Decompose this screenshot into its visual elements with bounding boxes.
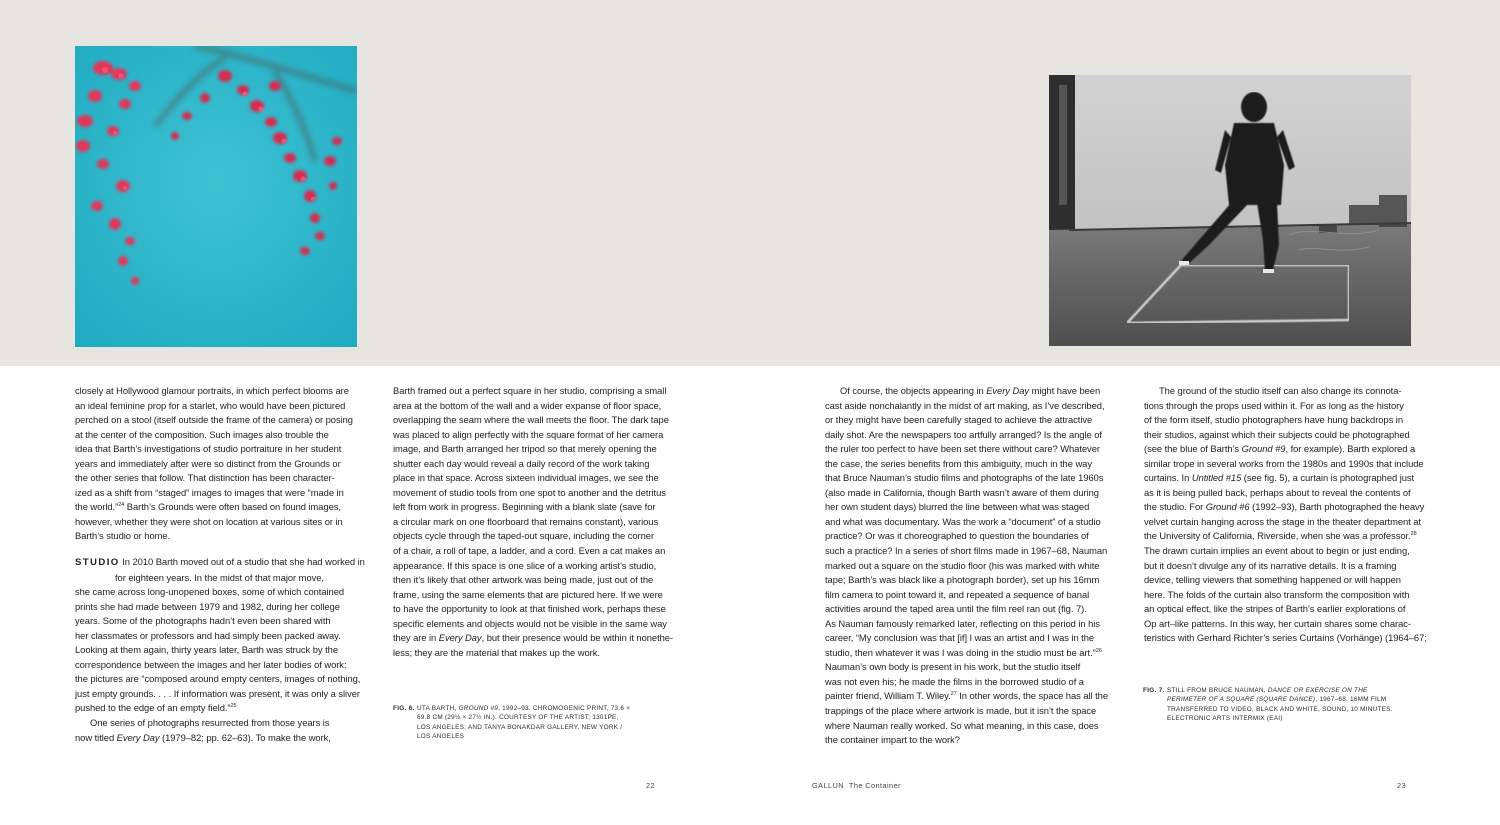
text-line xyxy=(1144,471,1434,486)
text-line: the ruler too perfect to have been set there without care? Whatever xyxy=(825,443,1100,455)
left-column-1 xyxy=(75,384,365,745)
text-line: activities around the taped area until the film reel ran out (fig. 7). xyxy=(825,603,1087,615)
text-run: (see the blue of Barth’s xyxy=(1144,443,1242,455)
running-head xyxy=(812,781,901,790)
text-run: studio, then whatever it was I was doing in the studio must be art.” xyxy=(825,646,1096,658)
text-line: for eighteen years. In the midst of that major move, xyxy=(115,571,324,583)
text-line xyxy=(1144,529,1434,544)
left-column-2 xyxy=(393,384,683,660)
text-line: similar trope in several works from the 1980s and 1990s that include xyxy=(1144,457,1424,469)
running-head-title: The Container xyxy=(848,781,901,790)
text-line: device, telling viewers that something happened or will happen xyxy=(1144,574,1401,586)
work-title: GROUND #9 xyxy=(458,705,499,712)
text-line: Barth’s studio or home. xyxy=(75,530,171,542)
text-run: In other words, the space has all the xyxy=(956,690,1108,702)
text-line: the pictures are “composed around empty centers, images of nothing, xyxy=(75,673,361,685)
page-number-left: 22 xyxy=(646,781,656,790)
right-column-2 xyxy=(1144,384,1434,646)
work-title: Every Day xyxy=(116,731,160,743)
caption-text xyxy=(417,704,653,742)
text-run: , for example). Barth explored a xyxy=(1285,443,1416,455)
text-run: the studio. For xyxy=(1144,501,1206,513)
running-head-author: GALLUN xyxy=(812,781,844,790)
text-line: Op art–like patterns. In this way, her curtain shares some charac- xyxy=(1144,617,1411,629)
text-line: perched on a stool (itself outside the frame of the camera) or posing xyxy=(75,414,353,426)
text-line: The drawn curtain implies an event about to begin or just ending, xyxy=(1144,545,1410,557)
text-line: and what was documentary. Was the work a “document” of a studio xyxy=(825,515,1101,527)
caption-line: TRANSFERRED TO VIDEO, BLACK AND WHITE, SOUND, 10 MINUTES. xyxy=(1167,705,1393,713)
text-run: pushed to the edge of an empty field.” xyxy=(75,702,231,714)
caption-label: FIG. 7. xyxy=(1143,687,1165,694)
text-line: idea that Barth’s investigations of studio portraiture in her student xyxy=(75,443,342,455)
text-line: such a practice? In a series of short films made in 1967–68, Nauman xyxy=(825,545,1108,557)
text-line: shutter each day would reveal a daily record of the work taking xyxy=(393,457,650,469)
footnote-ref: 25 xyxy=(230,703,237,710)
text-line: as it is being pulled back, perhaps about to reveal the contents of xyxy=(1144,486,1411,498)
text-line: closely at Hollywood glamour portraits, in which perfect blooms are xyxy=(75,385,349,396)
work-title: DANCE OR EXERCISE ON THE xyxy=(1267,687,1368,694)
text-line: the other series that follow. That distinction has been character- xyxy=(75,472,335,484)
text-line: that Bruce Nauman’s studio films and photographs of the late 1960s xyxy=(825,472,1104,484)
text-line xyxy=(75,500,365,515)
text-run: (1979–82; pp. 62–63). To make the work, xyxy=(159,731,331,743)
footnote-ref: 27 xyxy=(950,691,957,698)
work-title: Every Day xyxy=(438,632,482,644)
caption-line xyxy=(1167,686,1433,695)
text-line: teristics with Gerhard Richter’s series Curtains (Vorhänge) (1964–67; xyxy=(1144,632,1427,644)
text-line: trappings of the place where artwork is made, but it isn’t the space xyxy=(825,705,1097,717)
text-line: specific elements and objects would not be visible in the same way xyxy=(393,617,667,629)
text-line: cast aside nonchalantly in the midst of art making, as I’ve described, xyxy=(825,399,1105,411)
text-run: (see fig. 5), a curtain is photographed just xyxy=(1241,472,1415,484)
footnote-ref: 28 xyxy=(1410,531,1417,538)
text-run: painter friend, William T. Wiley. xyxy=(825,690,951,702)
text-line: the case, the series benefits from this ambiguity, much in the way xyxy=(825,457,1092,469)
text-line: Barth framed out a perfect square in her studio, comprising a small xyxy=(393,385,667,396)
caption-line: LOS ANGELES xyxy=(417,733,465,741)
text-line: of a chair, a roll of tape, a ladder, and a cord. Even a cat makes an xyxy=(393,545,666,557)
text-line: where Nauman really worked. So what meaning, in this case, does xyxy=(825,719,1099,731)
text-line: was not even his; he made the films in the borrowed studio of a xyxy=(825,675,1084,687)
text-line: her own student days) blurred the line between what was staged xyxy=(825,501,1090,513)
text-run: , 1992–93. CHROMOGENIC PRINT, 73.6 × xyxy=(498,705,631,712)
text-line: practice? Or was it choreographed to question the boundaries of xyxy=(825,530,1089,542)
text-line: she came across long-unopened boxes, some of which contained xyxy=(75,586,345,598)
text-line: daily shot. Are the newspapers too artfully arranged? Is the angle of xyxy=(825,428,1102,440)
right-column-1 xyxy=(825,384,1115,748)
text-line xyxy=(825,689,1115,704)
text-line: an optical effect, like the stripes of Barth’s earlier explorations of xyxy=(1144,603,1406,615)
text-line: left from work in progress. Beginning with a blank slate (save for xyxy=(393,501,656,513)
text-line: objects cycle through the taped-out square, including the corner xyxy=(393,530,655,542)
text-line: correspondence between the images and her later bodies of work: xyxy=(75,658,347,670)
text-line: but it doesn’t divulge any of its narrative details. It is a framing xyxy=(1144,559,1397,571)
text-line: however, whether they were shot on location at various sites or in xyxy=(75,515,343,527)
text-line: appearance. If this space is one slice of a working artist’s studio, xyxy=(393,559,657,571)
text-line: area at the bottom of the wall and a wider expanse of floor space, xyxy=(393,399,662,411)
text-run: Of course, the objects appearing in xyxy=(840,385,987,396)
text-run: (1992–93), Barth photographed the heavy xyxy=(1249,501,1425,513)
caption-line: ELECTRONIC ARTS INTERMIX (EAI) xyxy=(1167,715,1283,723)
text-line xyxy=(75,731,365,746)
text-line: image, and Barth arranged her tripod so that merely opening the xyxy=(393,443,657,455)
text-line xyxy=(1144,500,1434,515)
studio-figure-illustration xyxy=(1049,75,1411,346)
text-line: of the form itself, studio photographers have hung backdrops in xyxy=(1144,414,1403,426)
text-run: Barth’s Grounds were often based on found images, xyxy=(124,501,341,513)
text-line: was placed to align perfectly with the square format of her camera xyxy=(393,428,664,440)
text-run: curtains. In xyxy=(1144,472,1192,484)
ground-9-photo xyxy=(75,46,357,347)
text-line xyxy=(1144,442,1434,457)
text-line: As Nauman famously remarked later, reflecting on this period in his xyxy=(825,617,1100,629)
caption-line xyxy=(1167,695,1433,704)
text-run: the University of California, Riverside, when she was a professor. xyxy=(1144,530,1411,542)
text-line: less; they are the material that makes up the work. xyxy=(393,646,600,658)
text-line: One series of photographs resurrected from those years is xyxy=(90,717,330,729)
text-run: they are in xyxy=(393,632,439,644)
text-run: the world.” xyxy=(75,501,119,513)
flower-branch-illustration xyxy=(75,46,357,347)
text-run: , 1967–68. 16MM FILM xyxy=(1315,696,1387,704)
footnote-ref: 24 xyxy=(118,502,125,509)
caption-line: 69.8 CM (29⅛ × 27½ IN.). COURTESY OF THE ARTIST; 1301PE, xyxy=(417,714,619,722)
text-line: career, “My conclusion was that [if] I was an artist and I was in the xyxy=(825,632,1095,644)
text-line: (also made in California, though Barth wasn’t aware of them during xyxy=(825,486,1099,498)
section-heading-studio: STUDIO xyxy=(75,557,120,569)
text-run: STILL FROM BRUCE NAUMAN, xyxy=(1167,687,1268,694)
text-line: The ground of the studio itself can also change its connota- xyxy=(1159,385,1402,396)
text-line: to have the opportunity to look at that finished work, perhaps these xyxy=(393,603,666,615)
text-line: frame, using the same elements that are pictured here. If we were xyxy=(393,588,663,600)
text-line xyxy=(825,384,1115,399)
text-line: years and immediately after were so distinct from the Grounds or xyxy=(75,457,341,469)
text-line xyxy=(393,631,683,646)
text-line: Nauman’s own body is present in his work, but the studio itself xyxy=(825,661,1081,673)
text-line: place in that space. Across sixteen individual images, we see the xyxy=(393,472,659,484)
text-line: the container impart to the work? xyxy=(825,734,960,746)
text-line: then it’s likely that other artwork was being made, just out of the xyxy=(393,574,654,586)
text-run: might have been xyxy=(1029,385,1101,396)
text-line: film camera to point toward it, and repeated a sequence of banal xyxy=(825,588,1090,600)
text-line: marked out a square on the studio floor (his was marked with white xyxy=(825,559,1100,571)
text-line: tions through the props used within it. For as long as the history xyxy=(1144,399,1404,411)
caption-line xyxy=(417,704,653,713)
text-run: UTA BARTH, xyxy=(417,705,459,712)
fig-7-caption xyxy=(1143,686,1433,724)
text-run: now titled xyxy=(75,731,117,743)
text-line: Looking at them again, thirty years later, Barth was struck by the xyxy=(75,644,338,656)
text-line: her classmates or professors and had simply been packed away. xyxy=(75,629,341,641)
text-line: an ideal feminine prop for a starlet, who would have been pictured xyxy=(75,399,346,411)
text-line: years. Some of the photographs hadn’t even been shared with xyxy=(75,615,331,627)
text-line: prints she had made between 1979 and 1982, during her college xyxy=(75,600,340,612)
text-line xyxy=(75,701,365,716)
work-title: Ground #6 xyxy=(1205,501,1250,513)
work-title: Untitled #15 xyxy=(1191,472,1242,484)
work-title: PERIMETER OF A SQUARE (SQUARE DANCE) xyxy=(1167,696,1316,704)
text-line: tape; Barth’s was black like a photograph border), set up his 16mm xyxy=(825,574,1100,586)
text-line: overlapping the seam where the wall meets the floor. The dark tape xyxy=(393,414,669,426)
work-title: Every Day xyxy=(986,385,1030,396)
caption-line: LOS ANGELES; AND TANYA BONAKDAR GALLERY, NEW YORK / xyxy=(417,723,623,731)
nauman-film-still-photo xyxy=(1049,75,1411,346)
text-line: velvet curtain hanging across the stage in the theater department at xyxy=(1144,515,1421,527)
caption-text xyxy=(1167,686,1433,724)
text-line: ized as a shift from “staged” images to images that were “made in xyxy=(75,486,344,498)
text-line: a circular mark on one floorboard that remains constant), various xyxy=(393,515,659,527)
fig-6-caption xyxy=(393,704,653,742)
text-line xyxy=(75,555,365,571)
text-line xyxy=(825,646,1115,661)
caption-label: FIG. 6. xyxy=(393,705,415,712)
text-run: In 2010 Barth moved out of a studio that she had worked in xyxy=(122,556,365,568)
text-line: movement of studio tools from one spot to another and the detritus xyxy=(393,486,666,498)
text-run: , but their presence would be within it nonethe- xyxy=(481,632,674,644)
text-line: here. The folds of the curtain also transform the composition with xyxy=(1144,588,1410,600)
text-line: or they might have been carefully staged to achieve the attractive xyxy=(825,414,1093,426)
text-line: their studios, against which their subjects could be photographed xyxy=(1144,428,1410,440)
work-title: Ground #9 xyxy=(1241,443,1286,455)
footnote-ref: 26 xyxy=(1095,647,1102,654)
text-line: just empty grounds. . . . If information was present, it was only a sliver xyxy=(75,687,360,699)
text-line: at the center of the composition. Such images also trouble the xyxy=(75,428,329,440)
page-number-right: 23 xyxy=(1397,781,1407,790)
